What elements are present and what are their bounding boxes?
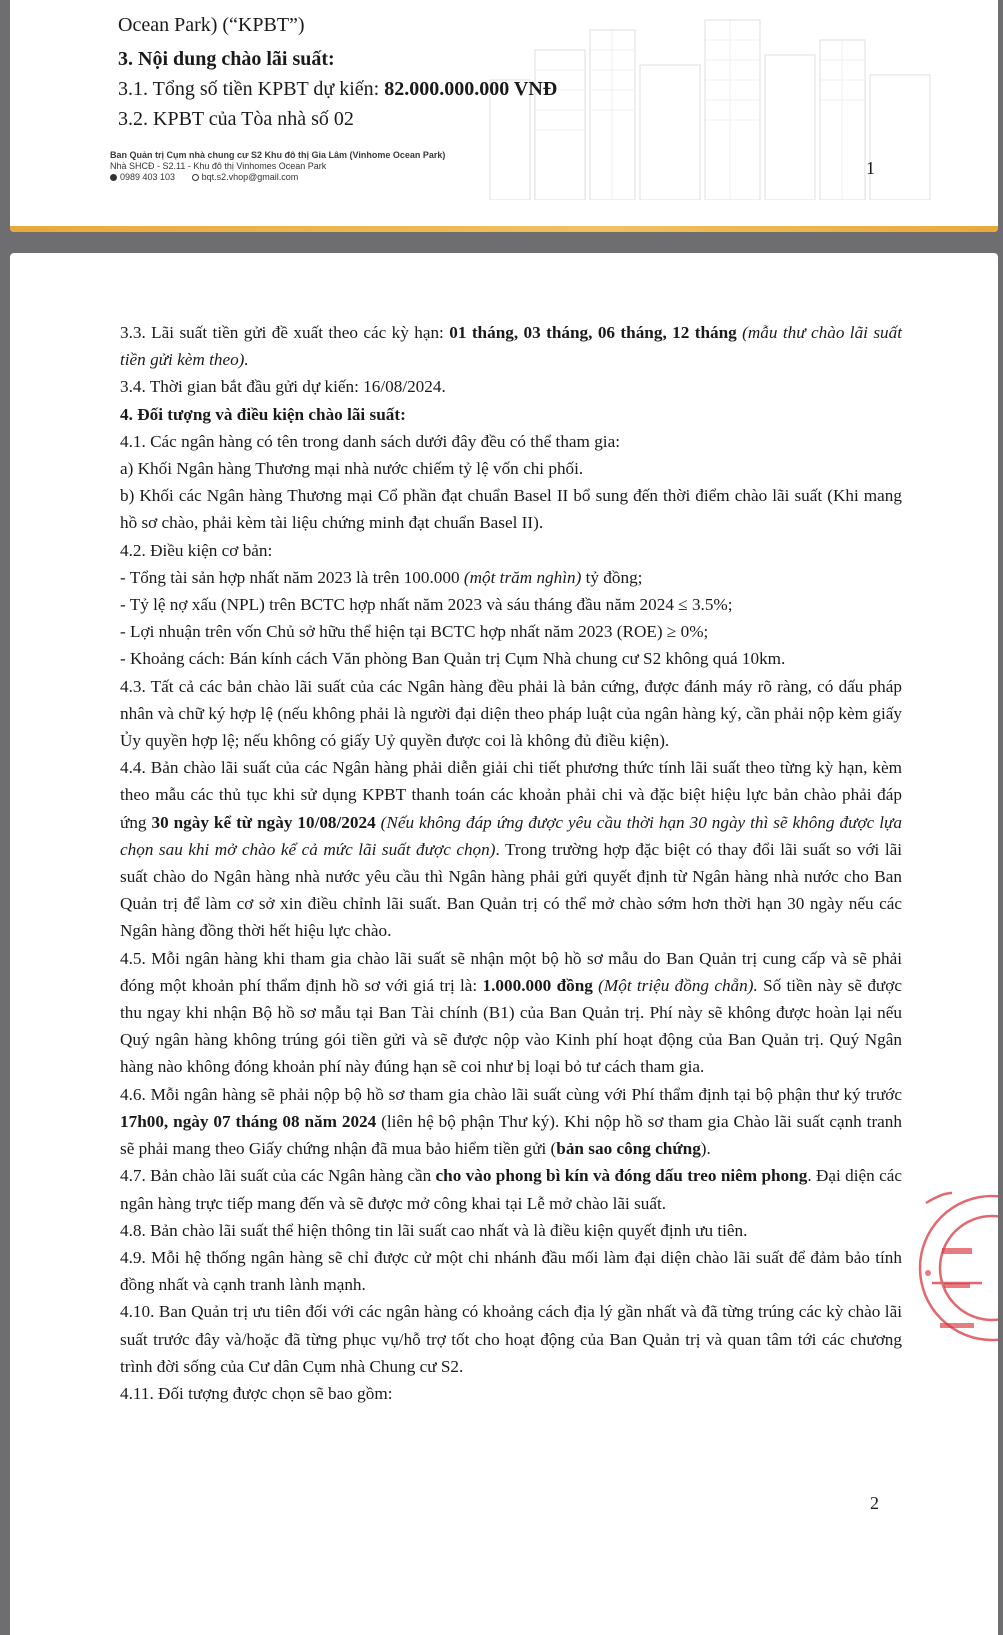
footer-address: Nhà SHCĐ - S2.11 - Khu đô thị Vinhomes Ocean Park [110, 161, 327, 171]
email-icon [192, 174, 199, 181]
document-page-2 [10, 253, 998, 1635]
para-4-2-distance: - Khoảng cách: Bán kính cách Văn phòng Ban Quản trị Cụm Nhà chung cư S2 không quá 10km. [120, 649, 786, 669]
cut-header-line: Ocean Park) (“KPBT”) [118, 14, 305, 36]
para-4-4: 4.4. Bản chào lãi suất của các Ngân hàng phải diễn giải chi tiết phương thức tính lãi suất theo từng kỳ hạn, kèm theo mẫu các thủ tục khi sử dụng KPBT thanh toán các khoản phải chi và đặc biệt hiệu lực bản chào phải đáp ứng 30 ngày kể từ ngày 10/08/2024 (Nếu không đáp ứng được yêu cầu thời hạn 30 ngày thì sẽ không được lựa chọn sau khi mở chào kể cả mức lãi suất được chọn). Trong trường hợp đặc biệt có thay đổi lãi suất so với lãi suất chào do Ngân hàng nhà nước yêu cầu thì Ngân hàng phải gửi quyết định từ Ngân hàng nhà nước cho Ban Quản trị để làm cơ sở xin điều chỉnh lãi suất. Ban Quản trị có thể mở chào sớm hơn thời hạn 30 ngày nếu các Ngân hàng đồng thời hết hiệu lực chào. [120, 758, 903, 941]
letterhead-footer [110, 150, 445, 183]
item-3-1-amount: 82.000.000.000 VNĐ [384, 78, 558, 100]
para-4-10: 4.10. Ban Quản trị ưu tiên đối với các ngân hàng có khoảng cách địa lý gần nhất và đã từng trúng các kỳ chào lãi suất trước đây và/hoặc đã từng phục vụ/hỗ trợ tốt cho hoạt động của Ban Quản trị và quan tâm tới các chương trình đời sống của Cư dân Cụm nhà Chung cư S2. [120, 1302, 902, 1376]
section-3-title: 3. Nội dung chào lãi suất: [118, 48, 335, 70]
document-page-1 [10, 0, 998, 232]
footer-email: bqt.s2.vhop@gmail.com [192, 172, 299, 182]
footer-contacts [110, 172, 445, 183]
red-seal-stamp [912, 1133, 998, 1383]
para-4-6: 4.6. Mỗi ngân hàng sẽ phải nộp bộ hồ sơ tham gia chào lãi suất cùng với Phí thẩm định tại bộ phận thư ký trước 17h00, ngày 07 tháng 08 năm 2024 (liên hệ bộ phận Thư ký). Khi nộp hồ sơ tham gia Chào lãi suất cạnh tranh sẽ phải mang theo Giấy chứng nhận đã mua bảo hiểm tiền gửi (bản sao công chứng). [120, 1084, 902, 1159]
para-4-2-npl: - Tỷ lệ nợ xấu (NPL) trên BCTC hợp nhất năm 2023 và sáu tháng đầu năm 2024 ≤ 3.5%; [120, 595, 733, 615]
city-skyline-watermark [480, 10, 950, 200]
footer-accent-bar [10, 226, 998, 232]
para-4-9: 4.9. Mỗi hệ thống ngân hàng sẽ chỉ được cử một chi nhánh đầu mối làm đại diện chào lãi suất để đảm bảo tính đồng nhất và cạnh tranh lành mạnh. [120, 1247, 902, 1295]
para-4-7: 4.7. Bản chào lãi suất của các Ngân hàng cần cho vào phong bì kín và đóng dấu treo niêm phong. Đại diện các ngân hàng trực tiếp mang đến và sẽ được mở công khai tại Lễ mở chào lãi suất. [120, 1166, 902, 1213]
para-4-11: 4.11. Đối tượng được chọn sẽ bao gồm: [120, 1383, 393, 1403]
para-3-4: 3.4. Thời gian bắt đầu gửi dự kiến: 16/08/2024. [120, 377, 446, 397]
phone-icon [110, 174, 117, 181]
para-3-3: 3.3. Lãi suất tiền gửi đề xuất theo các kỳ hạn: 01 tháng, 03 tháng, 06 tháng, 12 tháng (mẫu thư chào lãi suất tiền gửi kèm theo). [120, 323, 902, 370]
para-4-8: 4.8. Bản chào lãi suất thể hiện thông tin lãi suất cao nhất và là điều kiện quyết định ưu tiên. [120, 1220, 748, 1240]
footer-organization: Ban Quản trị Cụm nhà chung cư S2 Khu đô thị Gia Lâm (Vinhome Ocean Park) [110, 150, 446, 160]
page-2-body [120, 319, 902, 1407]
page-number-2: 2 [870, 1493, 879, 1513]
para-4-1: 4.1. Các ngân hàng có tên trong danh sách dưới đây đều có thể tham gia: [120, 431, 620, 451]
para-4-2-total-assets: - Tổng tài sản hợp nhất năm 2023 là trên 100.000 (một trăm nghìn) tỷ đồng; [120, 567, 643, 587]
item-3-1 [118, 76, 557, 102]
para-4-3: 4.3. Tất cả các bản chào lãi suất của các Ngân hàng đều phải là bản cứng, được đánh máy rõ ràng, có dấu pháp nhân và chữ ký hợp lệ (nếu không phải là người đại diện theo pháp luật của ngân hàng ký, cần phải nộp kèm giấy Ủy quyền hợp lệ; nếu không có giấy Uỷ quyền được coi là không đủ điều kiện). [120, 676, 902, 751]
para-4-5: 4.5. Mỗi ngân hàng khi tham gia chào lãi suất sẽ nhận một bộ hồ sơ mẫu do Ban Quản trị cung cấp và sẽ phải đóng một khoản phí thẩm định hồ sơ với giá trị là: 1.000.000 đồng (Một triệu đồng chẵn). Số tiền này sẽ được thu ngay khi nhận Bộ hồ sơ mẫu tại Ban Tài chính (B1) của Ban Quản trị. Phí này sẽ không được hoàn lại nếu Quý ngân hàng không trúng gói tiền gửi và sẽ được nộp vào Kinh phí hoạt động của Ban Quản trị. Quý Ngân hàng nào không đóng khoản phí này đúng hạn sẽ coi như bị loại bỏ tư cách tham gia. [120, 948, 902, 1077]
item-3-1-label: 3.1. Tổng số tiền KPBT dự kiến: [118, 78, 385, 100]
section-4-title: 4. Đối tượng và điều kiện chào lãi suất: [120, 404, 406, 424]
para-4-1-b: b) Khối các Ngân hàng Thương mại Cổ phần đạt chuẩn Basel II bổ sung đến thời điểm chào lãi suất (Khi mang hồ sơ chào, phải kèm tài liệu chứng minh đạt chuẩn Basel II). [120, 486, 902, 533]
para-4-2: 4.2. Điều kiện cơ bản: [120, 540, 273, 560]
para-4-1-a: a) Khối Ngân hàng Thương mại nhà nước chiếm tỷ lệ vốn chi phối. [120, 459, 584, 479]
footer-phone: 0989 403 103 [110, 172, 175, 182]
page-number-1: 1 [866, 158, 875, 178]
item-3-2: 3.2. KPBT của Tòa nhà số 02 [118, 108, 354, 130]
para-4-2-roe: - Lợi nhuận trên vốn Chủ sở hữu thể hiện tại BCTC hợp nhất năm 2023 (ROE) ≥ 0%; [120, 622, 709, 642]
